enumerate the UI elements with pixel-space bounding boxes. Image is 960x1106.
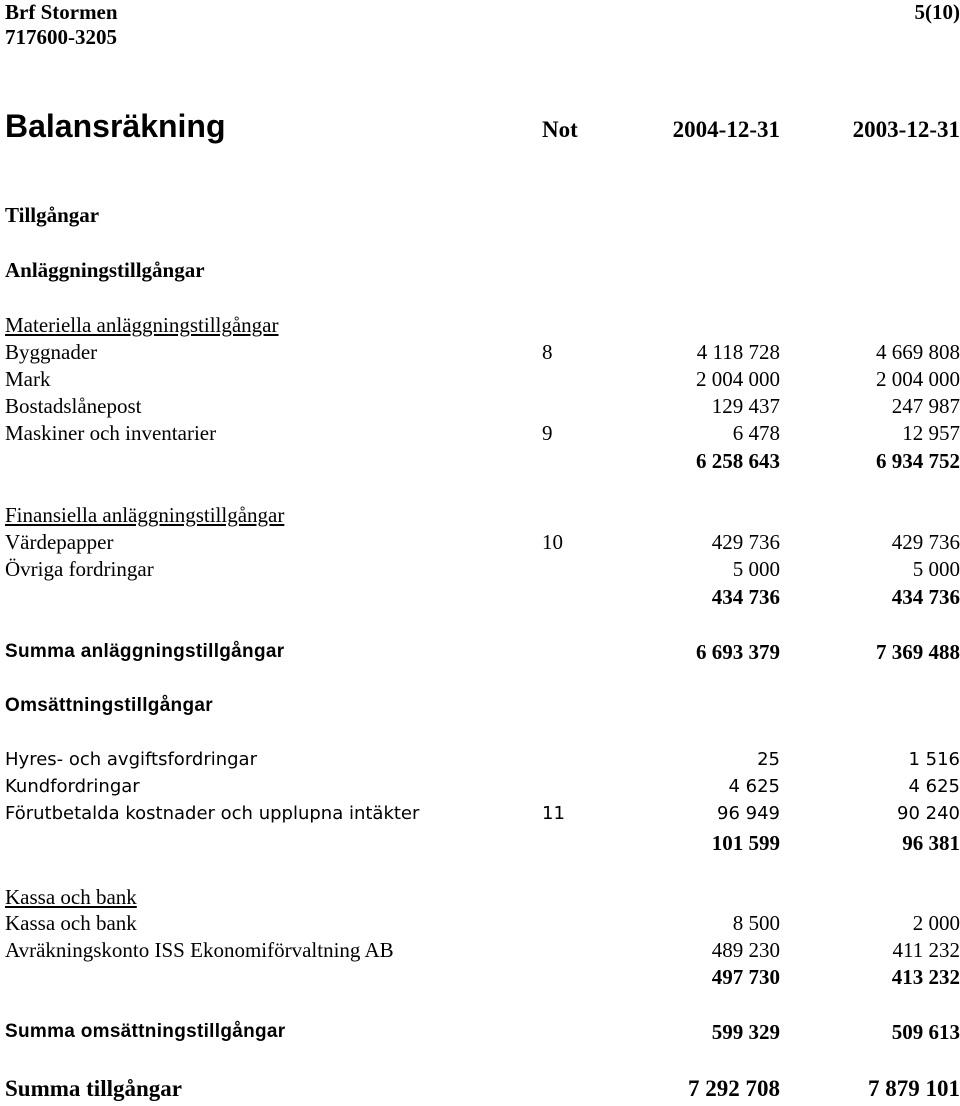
subtotal-2004-kassa: 497 730 xyxy=(711,965,780,989)
row-value-2004-bostadslanepost: 129 437 xyxy=(711,394,780,418)
row-note-maskiner: 9 xyxy=(542,421,553,445)
subtotal-2003-kassa: 413 232 xyxy=(891,965,960,989)
row-label: Anläggningstillgångar xyxy=(5,258,205,282)
row-label-byggnader: Byggnader xyxy=(5,340,98,364)
row-label-summa-omsattningstillgangar: Summa omsättningstillgångar xyxy=(5,1021,286,1042)
row-value-2004-hyres: 25 xyxy=(757,749,780,770)
subheading-finansiella: Finansiella anläggningstillgångar xyxy=(5,503,285,527)
row-label-summa-anlaggningstillgangar: Summa anläggningstillgångar xyxy=(5,641,285,662)
total-2004-anlaggningstillgangar: 6 693 379 xyxy=(696,640,780,664)
subtotal-2004-fordringar: 101 599 xyxy=(711,831,780,855)
row-value-2004-kundfordringar: 4 625 xyxy=(728,776,780,797)
row-label-hyres: Hyres- och avgiftsfordringar xyxy=(5,749,257,770)
row-value-2004-mark: 2 004 000 xyxy=(696,367,780,391)
row-value-2003-byggnader: 4 669 808 xyxy=(876,340,960,364)
subheading-materiella: Materiella anläggningstillgångar xyxy=(5,313,279,337)
row-note-byggnader: 8 xyxy=(542,340,553,364)
subheading-kassa-och-bank: Kassa och bank xyxy=(5,885,137,909)
row-value-2003-hyres: 1 516 xyxy=(908,749,960,770)
row-label-mark: Mark xyxy=(5,367,51,391)
row-label-vardepapper: Värdepapper xyxy=(5,530,114,554)
subtotal-2003-materiella: 6 934 752 xyxy=(876,449,960,473)
column-header-2004: 2004-12-31 xyxy=(672,117,780,142)
page-title: Balansräkning xyxy=(5,108,226,144)
row-value-2004-vardepapper: 429 736 xyxy=(711,530,780,554)
row-value-2004-avrakningskonto: 489 230 xyxy=(711,938,780,962)
row-value-2003-ovriga-fordringar: 5 000 xyxy=(912,557,960,581)
row-value-2003-mark: 2 004 000 xyxy=(876,367,960,391)
row-label-ovriga-fordringar: Övriga fordringar xyxy=(5,557,154,581)
row-value-2003-forutbetalda: 90 240 xyxy=(897,803,960,824)
row-value-2003-kassa-och-bank: 2 000 xyxy=(912,911,960,935)
row-note-vardepapper: 10 xyxy=(542,530,563,554)
page-number: 5(10) xyxy=(914,0,960,24)
grandtotal-2003: 7 879 101 xyxy=(868,1076,960,1101)
row-value-2004-forutbetalda: 96 949 xyxy=(717,803,780,824)
row-value-2004-ovriga-fordringar: 5 000 xyxy=(732,557,780,581)
row-value-2003-avrakningskonto: 411 232 xyxy=(892,938,960,962)
section-heading-tillgangar xyxy=(5,205,99,226)
organization-name: Brf Stormen xyxy=(5,0,118,24)
organization-number: 717600-3205 xyxy=(5,25,117,49)
section-heading-anlaggningstillgangar xyxy=(5,260,205,281)
row-value-2004-maskiner: 6 478 xyxy=(732,421,780,445)
row-label-kundfordringar: Kundfordringar xyxy=(5,776,140,797)
row-label-bostadslanepost: Bostadslånepost xyxy=(5,394,142,418)
column-header-2003: 2003-12-31 xyxy=(852,117,960,142)
grandtotal-2004: 7 292 708 xyxy=(688,1076,780,1101)
row-label-kassa-och-bank: Kassa och bank xyxy=(5,911,137,935)
subtotal-2003-fordringar: 96 381 xyxy=(902,831,960,855)
row-value-2003-kundfordringar: 4 625 xyxy=(908,776,960,797)
row-label-summa-tillgangar: Summa tillgångar xyxy=(5,1076,182,1101)
row-value-2004-kassa-och-bank: 8 500 xyxy=(732,911,780,935)
row-label-forutbetalda: Förutbetalda kostnader och upplupna intäkter xyxy=(5,803,420,824)
row-value-2003-maskiner: 12 957 xyxy=(902,421,960,445)
subtotal-2003-finansiella: 434 736 xyxy=(891,585,960,609)
subtotal-2004-materiella: 6 258 643 xyxy=(696,449,780,473)
section-heading-omsattningstillgangar: Omsättningstillgångar xyxy=(5,695,213,716)
column-header-note: Not xyxy=(542,117,578,142)
subtotal-2004-finansiella: 434 736 xyxy=(711,585,780,609)
total-2003-omsattningstillgangar: 509 613 xyxy=(891,1020,960,1044)
row-label-avrakningskonto: Avräkningskonto ISS Ekonomiförvaltning AB xyxy=(5,938,394,962)
row-label: Tillgångar xyxy=(5,203,100,227)
total-2003-anlaggningstillgangar: 7 369 488 xyxy=(876,640,960,664)
row-note-forutbetalda: 11 xyxy=(542,803,565,824)
row-label-maskiner: Maskiner och inventarier xyxy=(5,421,217,445)
row-value-2003-vardepapper: 429 736 xyxy=(891,530,960,554)
row-value-2004-byggnader: 4 118 728 xyxy=(696,340,780,364)
total-2004-omsattningstillgangar: 599 329 xyxy=(711,1020,780,1044)
row-value-2003-bostadslanepost: 247 987 xyxy=(891,394,960,418)
